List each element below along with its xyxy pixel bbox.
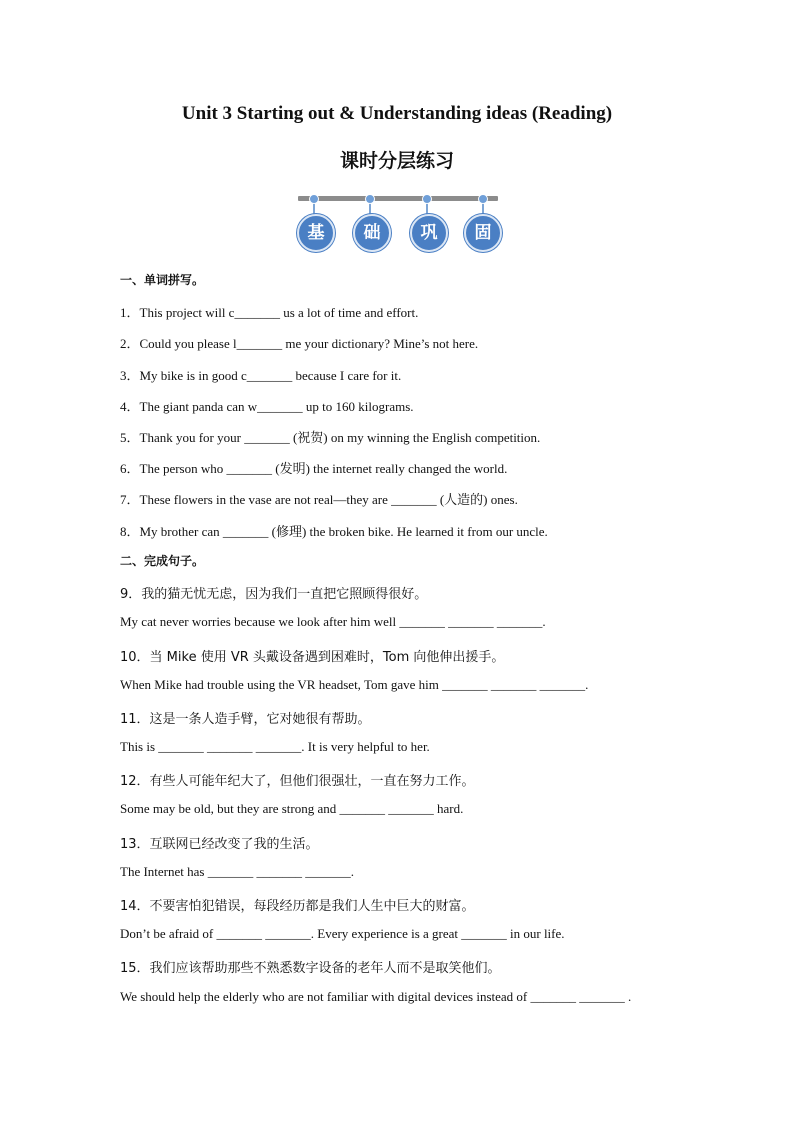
sentence-chinese: 15．我们应该帮助那些不熟悉数字设备的老年人而不是取笑他们。 <box>120 961 501 976</box>
exercise-item: 8．My brother can _______ (修理) the broken bike. He learned it from our uncle. <box>120 524 548 539</box>
sentence-english: When Mike had trouble using the VR headset, Tom gave him _______ _______ _______. <box>120 677 589 692</box>
page-title: Unit 3 Starting out & Understanding ideas (Reading) <box>181 103 613 124</box>
sentence-english: This is _______ _______ _______. It is very helpful to her. <box>120 739 430 754</box>
exercise-item: 1．This project will c_______ us a lot of time and effort. <box>120 305 419 320</box>
banner-dot <box>478 194 488 204</box>
sentence-chinese: 13．互联网已经改变了我的生活。 <box>120 837 319 852</box>
level-banner <box>296 192 500 254</box>
sentence-chinese: 14．不要害怕犯错误，每段经历都是我们人生中巨大的财富。 <box>120 899 475 914</box>
exercise-item: 2．Could you please l_______ me your dictionary? Mine’s not here. <box>120 336 479 351</box>
exercise-item: 6．The person who _______ (发明) the internet really changed the world. <box>120 461 508 476</box>
banner-bar <box>298 196 498 201</box>
sentence-chinese: 10．当 Mike 使用 VR 头戴设备遇到困难时，Tom 向他伸出援手。 <box>120 650 505 665</box>
banner-dot <box>365 194 375 204</box>
banner-char: 巩 <box>410 214 448 252</box>
banner-char: 基 <box>297 214 335 252</box>
banner-dot <box>309 194 319 204</box>
sentence-chinese: 12．有些人可能年纪大了，但他们很强壮，一直在努力工作。 <box>120 774 475 789</box>
sentence-chinese: 11．这是一条人造手臂，它对她很有帮助。 <box>120 712 371 727</box>
exercise-item: 5．Thank you for your _______ (祝贺) on my winning the English competition. <box>120 430 541 445</box>
exercise-item: 7．These flowers in the vase are not real—they are _______ (人造的) ones. <box>120 492 518 507</box>
banner-char: 础 <box>353 214 391 252</box>
sentence-english: Don’t be afraid of _______ _______. Every experience is a great _______ in our life. <box>120 926 565 941</box>
sentence-english: My cat never worries because we look after him well _______ _______ _______. <box>120 614 546 629</box>
banner-char: 固 <box>464 214 502 252</box>
section-title: 二、完成句子。 <box>120 554 205 568</box>
sentence-english: The Internet has _______ _______ _______. <box>120 864 354 879</box>
banner-dot <box>422 194 432 204</box>
sentence-english: We should help the elderly who are not familiar with digital devices instead of _______ _______ . <box>120 989 632 1004</box>
sentence-chinese: 9．我的猫无忧无虑，因为我们一直把它照顾得很好。 <box>120 587 428 602</box>
exercise-item: 4．The giant panda can w_______ up to 160 kilograms. <box>120 399 414 414</box>
exercise-item: 3．My bike is in good c_______ because I care for it. <box>120 368 402 383</box>
section-title: 一、单词拼写。 <box>120 273 205 287</box>
sentence-english: Some may be old, but they are strong and _______ _______ hard. <box>120 801 464 816</box>
page-subtitle: 课时分层练习 <box>339 150 454 172</box>
